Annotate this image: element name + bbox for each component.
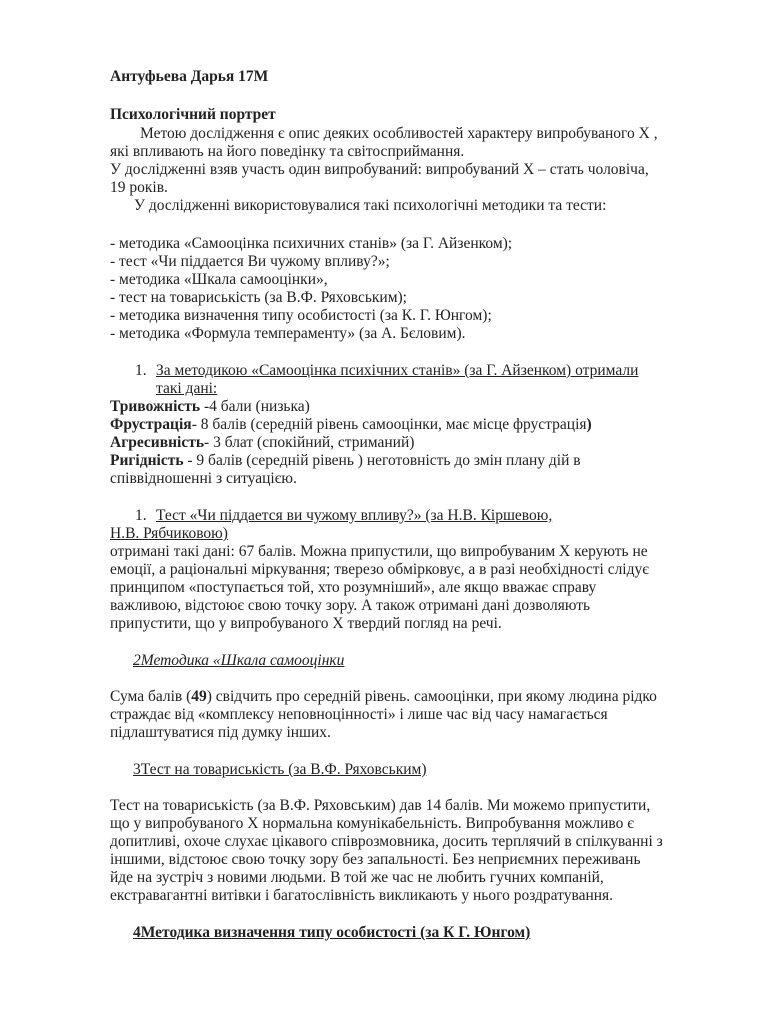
score-value: 49: [191, 688, 207, 705]
author-name: Антуфьева Дарья 17М: [110, 68, 269, 85]
intro-line: У дослідженні використовувалися такі психологічні методики та тести:: [134, 197, 607, 214]
result-item: [110, 398, 310, 416]
result-term: Тривожність: [110, 398, 201, 415]
result-term: Ригідність: [110, 452, 184, 469]
paragraph-line: принципом «поступається той, хто розумніший», але якщо вважає справу: [110, 579, 597, 596]
paragraph-line: [110, 688, 657, 706]
intro-line: які впливають на його поведінку та світосприймання.: [110, 143, 465, 160]
result-term: Агресивність: [110, 434, 205, 451]
result-item: [110, 416, 592, 434]
paragraph-text: ) свідчить про середній рівень. самооцінки, при якому людина рідко: [206, 688, 657, 705]
paragraph-line: допитливі, охоче слухає цікавого співрозмовника, досить терплячий в спілкуванні з: [110, 833, 663, 850]
section-heading: 2Методика «Шкала самооцінки: [133, 652, 345, 669]
result-term: Фрустрація: [110, 416, 192, 433]
paragraph-line: іншими, відстоює свою точку зору без запальності. Без неприємних переживань: [110, 851, 641, 868]
paragraph-line: Тест на товариськість (за В.Ф. Ряховським) дав 14 балів. Ми можемо припустити,: [110, 797, 651, 814]
method-item: - методика «Шкала самооцінки»,: [110, 271, 328, 288]
method-item: - тест «Чи піддается Ви чужому впливу?»;: [110, 253, 390, 270]
result-item: [110, 452, 581, 470]
section-heading: За методикою «Самооцінка психічних станів» (за Г. Айзенком) отримали: [156, 362, 639, 379]
section-number: 1.: [135, 507, 147, 524]
result-item: [110, 434, 414, 452]
section-heading: 3Тест на товариськість (за В.Ф. Ряховським): [133, 761, 427, 778]
section-number: 1.: [135, 362, 147, 379]
result-text-end: ): [586, 416, 592, 433]
method-item: - методика «Формула темпераменту» (за А. Бєловим).: [110, 325, 466, 342]
intro-line: 19 років.: [110, 179, 168, 196]
paragraph-line: підлаштуватися під думку інших.: [110, 724, 331, 741]
section-heading: Тест «Чи піддается ви чужому впливу?» (за Н.В. Кіршевою,: [156, 507, 553, 524]
intro-line: Метою дослідження є опис деяких особливостей характеру випробуваного Х ,: [140, 125, 658, 142]
paragraph-line: емоції, а раціональні міркування; тверезо обмірковує, а в разі необхідності слідує: [110, 561, 649, 578]
document-title: Психологічний портрет: [110, 106, 276, 123]
paragraph-line: що у випробуваного Х нормальна комунікабельність. Випробування можливо є: [110, 815, 634, 832]
result-text: - 9 балів (середній рівень ) неготовність до змін плану дій в: [183, 452, 581, 469]
result-text: - 8 балів (середній рівень самооцінки, має місце фрустрація: [191, 416, 587, 433]
method-item: - методика «Самооцінка психичних станів» (за Г. Айзенком);: [110, 235, 513, 252]
section-heading: Н.В. Рябчиковою): [110, 525, 228, 542]
method-item: - методика визначення типу особистості (за К. Г. Юнгом);: [110, 307, 492, 324]
paragraph-line: екстравагантні витівки і багатослівність викликають у нього роздратування.: [110, 887, 614, 904]
paragraph-text: Сума балів (: [110, 688, 192, 705]
result-text: - 3 блат (спокійний, стриманий): [204, 434, 415, 451]
method-item: - тест на товариськість (за В.Ф. Ряховським);: [110, 289, 407, 306]
result-tail: співвідношенні з ситуацією.: [110, 470, 297, 487]
paragraph-line: припустити, що у випробуваного Х твердий погляд на речі.: [110, 615, 502, 632]
paragraph-line: страждає від «комплексу неповноцінності» і лише час від часу намагається: [110, 706, 608, 723]
section-heading: такі дані:: [156, 380, 218, 397]
intro-line: У дослідженні взяв участь один випробуваний: випробуваний Х – стать чоловіча,: [110, 161, 649, 178]
section-heading: 4Методика визначення типу особистості (за К Г. Юнгом): [133, 924, 531, 941]
paragraph-line: отримані такі дані: 67 балів. Можна припустили, що випробуваним Х керують не: [110, 543, 648, 560]
paragraph-line: йде на зустріч з новими людьми. В той же час не любить гучних компаній,: [110, 869, 604, 886]
result-text: -4 бали (низька): [200, 398, 310, 415]
paragraph-line: важливою, відстоює свою точку зору. А також отримані дані дозволяють: [110, 597, 591, 614]
